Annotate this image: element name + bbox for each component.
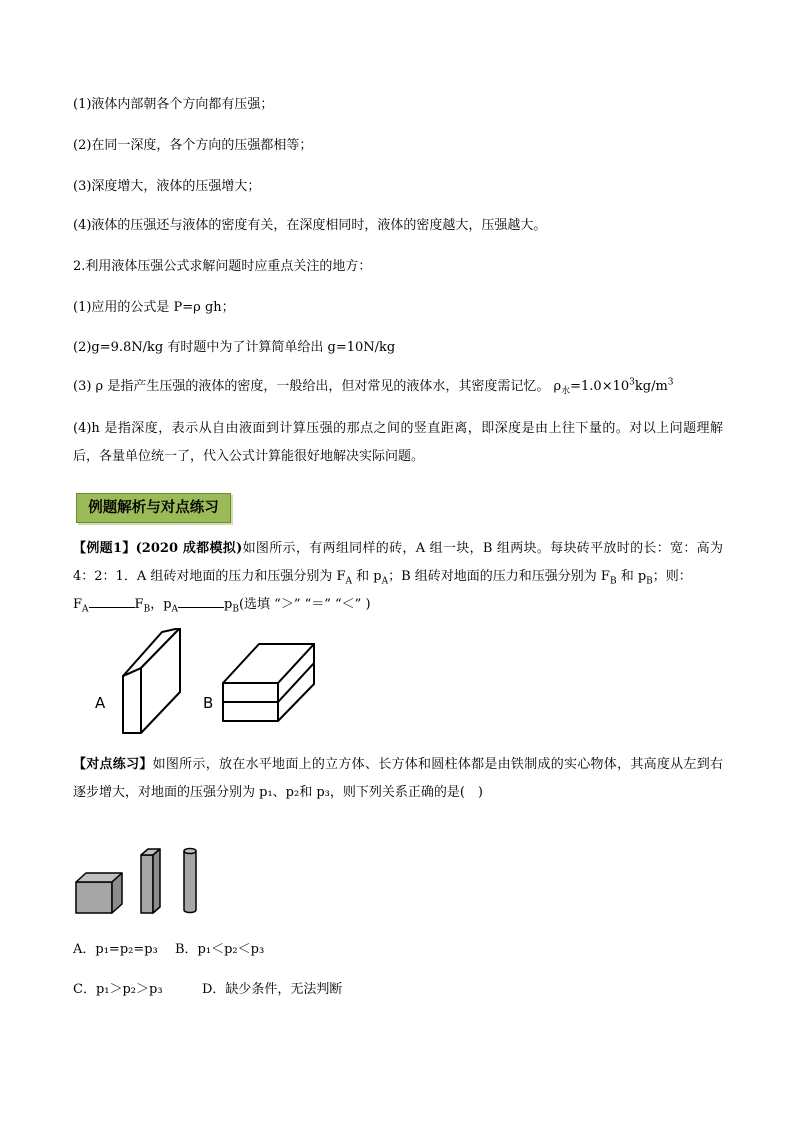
practice-question: 【对点练习】如图所示，放在水平地面上的立方体、长方体和圆柱体都是由铁制成的实心物体，其高度从左到右逐步增大，对地面的压强分别为 p₁、p₂和 p₃，则下列关系正确的是( )	[73, 757, 723, 800]
brick-figure	[85, 628, 325, 738]
brick-a-front	[123, 668, 141, 733]
formula-1: (1)应用的公式是 P=ρ gh；	[73, 300, 235, 315]
brick-b-upper-front	[223, 683, 278, 702]
example-1: 【例题1】(2020 成都模拟)如图所示，有两组同样的砖，A 组一块，B 组两块。每块砖平放时的长：宽：高为 4：2：1．A 组砖对地面的压力和压强分别为 $F_A$ 和 $p_A$；B 组砖对地面的压力和压强分别为 $F_B$ 和 $p_B$；则： $F_A$ $F_B$，$p_A$ $p_B$(选填 “＞” “＝” “＜” )	[73, 541, 723, 615]
exponent: 3	[629, 377, 635, 388]
answer-blank-pressure[interactable]	[178, 595, 224, 608]
water-density-value: =1.0×10	[570, 379, 630, 394]
point-2: (2)在同一深度，各个方向的压强都相等；	[73, 138, 313, 153]
answer-blank-force[interactable]	[89, 595, 135, 608]
option-a[interactable]: A．p₁=p₂=p₃	[73, 942, 158, 957]
example-source: (2020 成都模拟)	[135, 541, 243, 556]
unit-exponent: 3	[667, 377, 674, 388]
formula-heading: 2.利用液体压强公式求解问题时应重点关注的地方：	[73, 259, 372, 274]
brick-label-b: B	[203, 694, 214, 712]
option-b[interactable]: B．p₁＜p₂＜p₃	[175, 942, 265, 957]
cylinder-top	[184, 849, 196, 854]
formula-3	[73, 378, 674, 396]
cylinder-body	[184, 851, 196, 913]
brick-label-a: A	[95, 694, 106, 712]
cube-front	[76, 882, 112, 913]
point-3: (3)深度增大，液体的压强增大；	[73, 179, 261, 194]
brick-b-lower-front	[223, 702, 278, 721]
practice-tag: 【对点练习】	[73, 757, 153, 772]
formula-4: (4)h 是指深度，表示从自由液面到计算压强的那点之间的竖直距离，即深度是由上往下量的。对以上问题理解后，各量单位统一了，代入公式计算能很好地解决实际问题。	[73, 421, 723, 464]
point-4: (4)液体的压强还与液体的密度有关，在深度相同时，液体的密度越大，压强越大。	[73, 218, 547, 233]
formula-3-text: (3) ρ 是指产生压强的液体的密度，一般给出，但对常见的液体水，其密度需记忆。 ρ	[73, 379, 562, 394]
solids-figure	[74, 846, 209, 916]
water-subscript: 水	[561, 386, 571, 397]
point-1: (1)液体内部朝各个方向都有压强；	[73, 97, 274, 112]
density-unit: kg/m	[634, 379, 668, 394]
section-badge: 例题解析与对点练习	[76, 493, 231, 523]
formula-2: (2)g=9.8N/kg 有时题中为了计算简单给出 g=10N/kg	[73, 340, 396, 355]
cuboid-front	[141, 855, 153, 913]
option-c[interactable]: C．p₁＞p₂＞p₃	[73, 982, 163, 997]
option-d[interactable]: D．缺少条件，无法判断	[202, 982, 343, 997]
example-tag: 【例题1】	[73, 541, 136, 556]
cuboid-side	[153, 849, 160, 913]
